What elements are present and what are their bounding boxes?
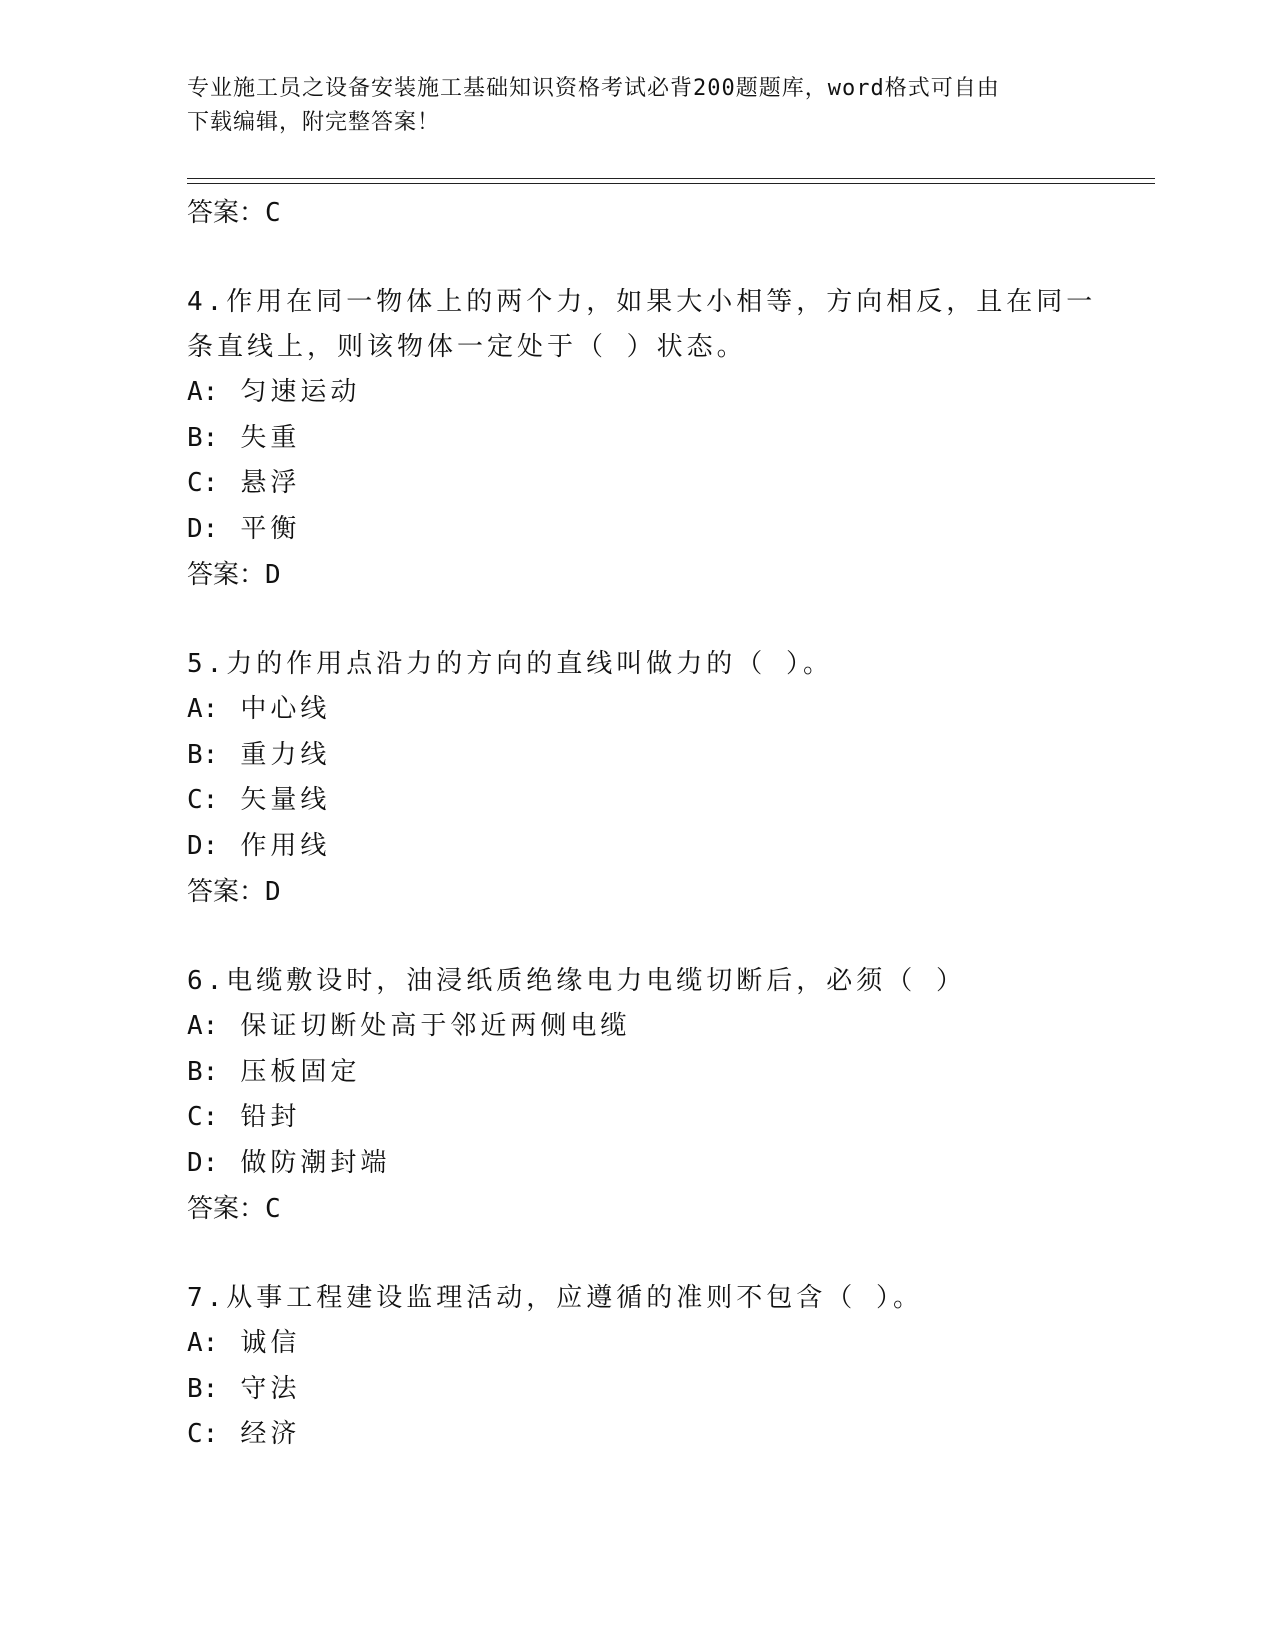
option-key: C: [187,1102,219,1132]
spacer [187,236,1147,280]
header-line-1: 专业施工员之设备安装施工基础知识资格考试必背200题题库，word格式可自由 [187,76,1000,101]
option-a [187,370,1147,416]
question-5 [187,642,1147,915]
option-text: 重力线 [240,739,331,770]
option-text: 铅封 [240,1102,301,1132]
option-text: 守法 [240,1373,301,1404]
option-c [187,1095,1147,1141]
question-text: 条直线上，则该物体一定处于（ ）状态。 [187,332,747,362]
question-text: 4.作用在同一物体上的两个力，如果大小相等，方向相反，且在同一 [187,287,1097,317]
answer-line [187,1186,1147,1232]
question-7 [187,1276,1147,1458]
option-text: 悬浮 [240,468,301,498]
option-key: B: [187,1056,219,1087]
spacer [187,1232,1147,1276]
option-text: 保证切断处高于邻近两侧电缆 [240,1011,631,1041]
option-text: 失重 [240,422,301,453]
document-header [187,72,1067,140]
option-key: C: [187,1419,219,1449]
option-b [187,1050,1147,1096]
spacer [187,598,1147,642]
question-text: 6.电缆敷设时，油浸纸质绝缘电力电缆切断后，必须（ ） [187,966,966,996]
answer-line [187,552,1147,598]
option-key: B: [187,739,219,770]
option-a [187,687,1147,733]
answer-line [187,869,1147,915]
question-6 [187,959,1147,1232]
option-c [187,461,1147,507]
header-divider-top [187,178,1155,179]
option-key: D: [187,1147,219,1178]
question-text: 5.力的作用点沿力的方向的直线叫做力的（ ）。 [187,649,833,679]
option-key: A: [187,694,219,724]
answer-value: D [265,877,281,907]
question-4 [187,280,1147,598]
option-c [187,778,1147,824]
option-key: A: [187,377,219,407]
answer-value: C [265,1194,281,1224]
option-key: A: [187,1011,219,1041]
option-a [187,1004,1147,1050]
header-line-2: 下载编辑，附完整答案！ [187,110,441,135]
option-d [187,1141,1147,1187]
option-text: 作用线 [240,830,331,861]
option-key: D: [187,830,219,861]
option-text: 做防潮封端 [240,1147,391,1178]
option-b [187,416,1147,462]
question-text: 7.从事工程建设监理活动，应遵循的准则不包含（ ）。 [187,1283,923,1313]
option-d [187,507,1147,553]
header-divider-bottom [187,183,1155,184]
spacer [187,915,1147,959]
option-text: 矢量线 [240,785,331,815]
answer-line [187,190,1147,236]
answer-value: D [265,560,281,590]
option-d [187,824,1147,870]
option-c [187,1412,1147,1458]
option-text: 平衡 [240,513,301,544]
option-text: 压板固定 [240,1056,361,1087]
option-b [187,733,1147,779]
option-text: 中心线 [240,694,331,724]
answer-label: 答案： [187,1194,266,1224]
answer-label: 答案： [187,560,266,590]
option-text: 诚信 [240,1328,301,1358]
option-text: 经济 [240,1419,301,1449]
option-a [187,1321,1147,1367]
option-key: D: [187,513,219,544]
answer-label: 答案： [187,877,266,907]
option-text: 匀速运动 [240,377,361,407]
answer-label: 答案： [187,198,266,228]
option-key: B: [187,1373,219,1404]
question-list [187,190,1147,1458]
option-b [187,1367,1147,1413]
option-key: B: [187,422,219,453]
answer-value: C [265,198,281,228]
option-key: C: [187,785,219,815]
option-key: A: [187,1328,219,1358]
option-key: C: [187,468,219,498]
